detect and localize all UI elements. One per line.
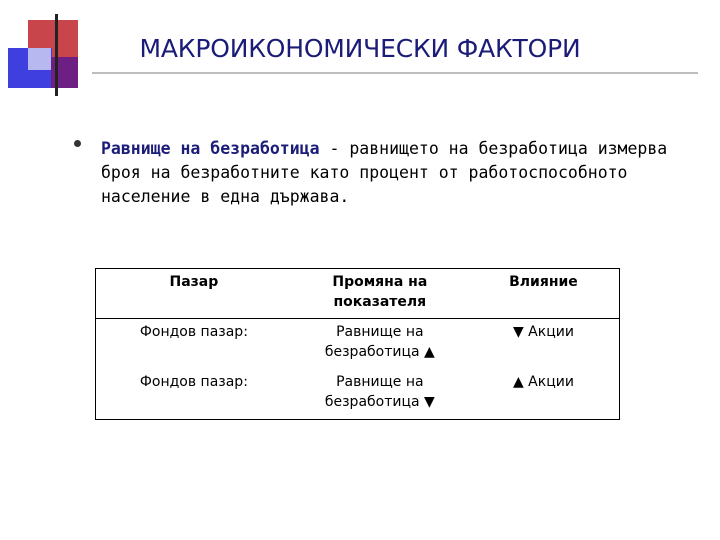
table-header-row (96, 269, 620, 319)
slide-title: МАКРОИКОНОМИЧЕСКИ ФАКТОРИ (139, 34, 581, 63)
cell-market: Фондов пазар: (139, 374, 248, 390)
table-row (96, 319, 620, 370)
bullet-text (101, 137, 674, 209)
header-market: Пазар (169, 274, 219, 290)
cell-indicator-change: Равнище на безработица ▲ (324, 324, 435, 360)
title-underline (92, 72, 698, 74)
table-row (96, 369, 620, 420)
cell-impact: ▲ Акции (512, 374, 574, 390)
bullet-definition: - равнището на безработица измерва броя на безработните като процент от работоспособното население в една държава. (101, 139, 668, 206)
cell-impact: ▼ Акции (512, 324, 574, 340)
bullet-item (74, 137, 674, 209)
bullet-dot-icon (74, 140, 81, 147)
header-impact: Влияние (509, 274, 578, 290)
indicator-table (95, 268, 620, 420)
cell-market: Фондов пазар: (139, 324, 248, 340)
bullet-term: Равнище на безработица (101, 139, 320, 158)
header-indicator-change: Промяна на показателя (332, 274, 428, 310)
cell-indicator-change: Равнище на безработица ▼ (324, 374, 435, 410)
